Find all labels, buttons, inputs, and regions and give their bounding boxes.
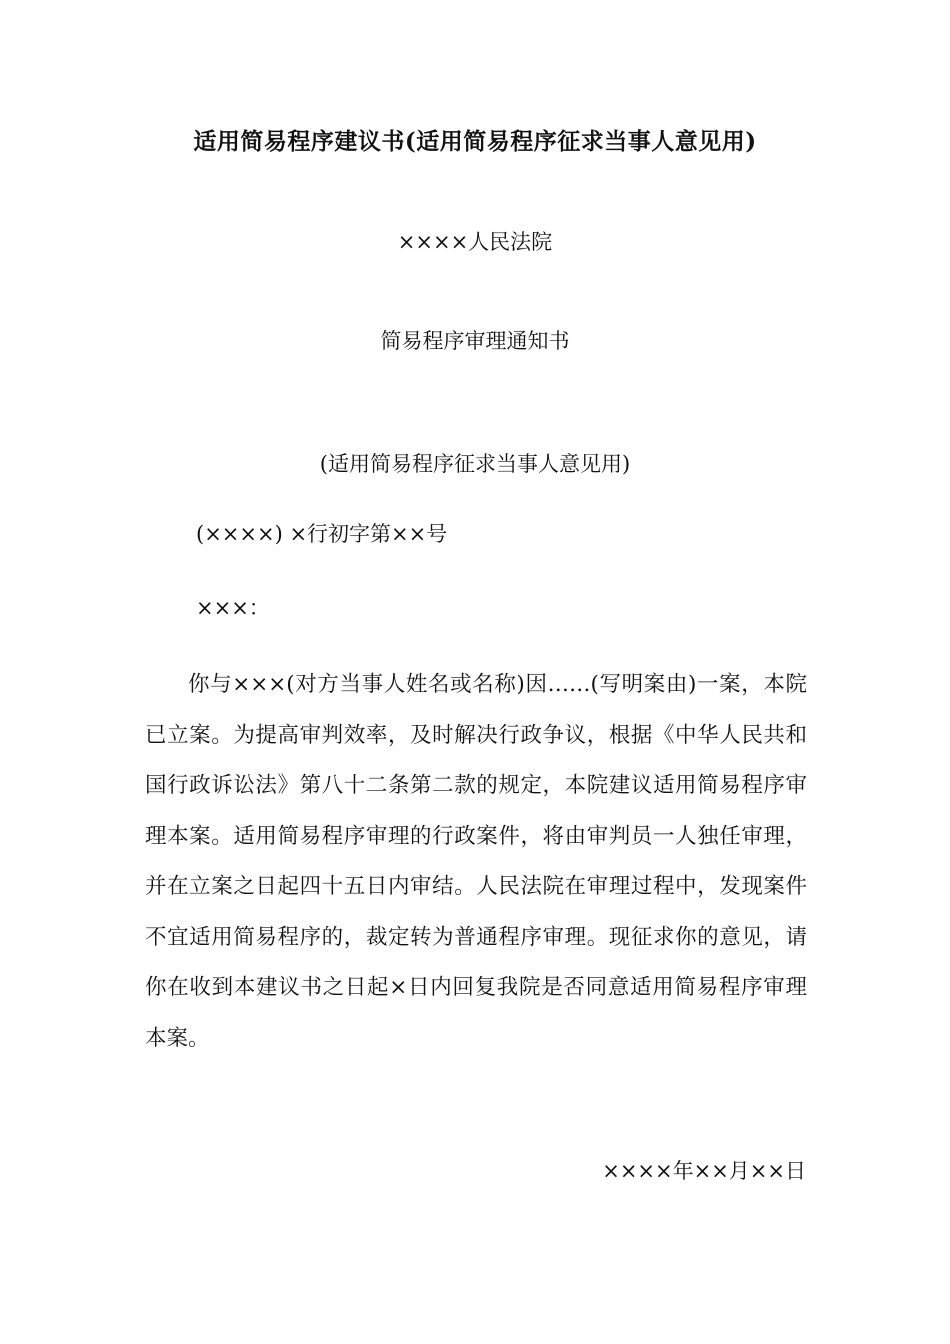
case-number: (××××) ×行初字第××号 (196, 522, 448, 546)
document-date: ××××年××月××日 (602, 1159, 806, 1183)
body-paragraph: 你与×××(对方当事人姓名或名称)因……(写明案由)一案，本院已立案。为提高审判效率，及时解决行政争议，根据《中华人民共和国行政诉讼法》第八十二条第二款的规定，本院建议适用简易程序审理本案。适用简易程序审理的行政案件，将由审判员一人独任审理，并在立案之日起四十五日内审结。人民法院在审理过程中，发现案件不宜适用简易程序的，裁定转为普通程序审理。现征求你的意见，请你在收到本建议书之日起×日内回复我院是否同意适用简易程序审理本案。 (145, 672, 807, 1051)
document-title: 适用简易程序建议书(适用简易程序征求当事人意见用) (193, 128, 757, 155)
notice-title: 简易程序审理通知书 (380, 329, 570, 353)
notice-subtitle: (适用简易程序征求当事人意见用) (319, 452, 631, 476)
addressee: ×××： (196, 596, 270, 620)
court-name: ××××人民法院 (397, 230, 553, 254)
